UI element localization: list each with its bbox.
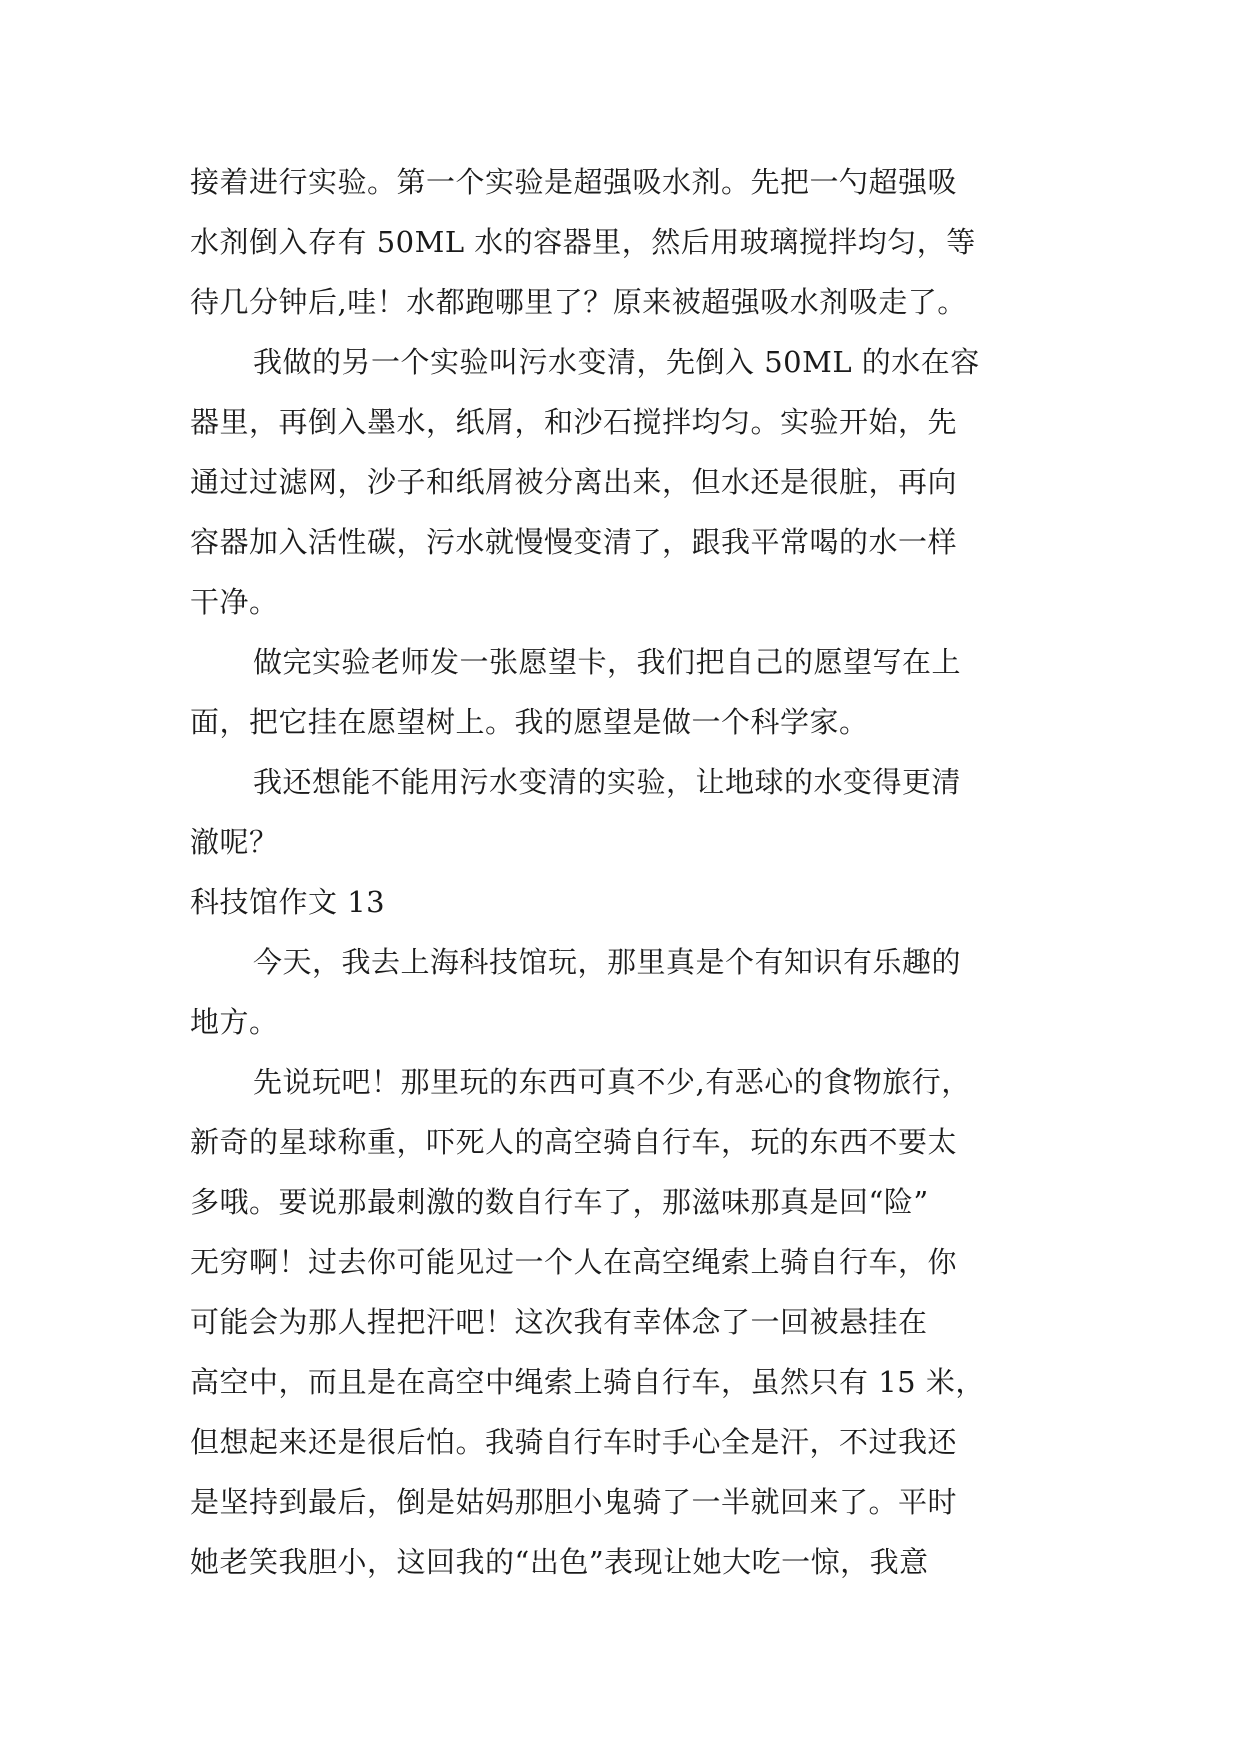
paragraph-first-line: 做完实验老师发一张愿望卡，我们把自己的愿望写在上	[253, 645, 962, 679]
text-line: 待几分钟后,哇！水都跑哪里了？原来被超强吸水剂吸走了。	[190, 285, 967, 319]
text-line: 无穷啊！过去你可能见过一个人在高空绳索上骑自行车，你	[190, 1245, 958, 1279]
section-heading: 科技馆作文 13	[190, 885, 386, 919]
text-line: 面，把它挂在愿望树上。我的愿望是做一个科学家。	[190, 705, 869, 739]
text-line: 多哦。要说那最刺激的数自行车了，那滋味那真是回“险”	[190, 1185, 929, 1219]
paragraph-first-line: 先说玩吧！那里玩的东西可真不少,有恶心的食物旅行，	[253, 1065, 971, 1099]
text-line: 可能会为那人捏把汗吧！这次我有幸体念了一回被悬挂在	[190, 1305, 928, 1339]
text-line: 高空中，而且是在高空中绳索上骑自行车，虽然只有 15 米，	[190, 1365, 985, 1399]
text-line: 容器加入活性碳，污水就慢慢变清了，跟我平常喝的水一样	[190, 525, 958, 559]
text-line: 澈呢？	[190, 825, 279, 859]
text-line: 接着进行实验。第一个实验是超强吸水剂。先把一勺超强吸	[190, 165, 958, 199]
text-line: 地方。	[190, 1005, 279, 1039]
text-line: 通过过滤网，沙子和纸屑被分离出来，但水还是很脏，再向	[190, 465, 958, 499]
text-line: 但想起来还是很后怕。我骑自行车时手心全是汗，不过我还	[190, 1425, 958, 1459]
text-line: 干净。	[190, 585, 279, 619]
paragraph-first-line: 今天，我去上海科技馆玩，那里真是个有知识有乐趣的	[253, 945, 962, 979]
text-line: 她老笑我胆小，这回我的“出色”表现让她大吃一惊，我意	[190, 1545, 929, 1579]
text-line: 水剂倒入存有 50ML 水的容器里，然后用玻璃搅拌均匀，等	[190, 225, 976, 259]
paragraph-first-line: 我还想能不能用污水变清的实验，让地球的水变得更清	[253, 765, 962, 799]
paragraph-first-line: 我做的另一个实验叫污水变清，先倒入 50ML 的水在容	[253, 345, 980, 379]
text-line: 器里，再倒入墨水，纸屑，和沙石搅拌均匀。实验开始，先	[190, 405, 958, 439]
text-line: 是坚持到最后，倒是姑妈那胆小鬼骑了一半就回来了。平时	[190, 1485, 958, 1519]
text-line: 新奇的星球称重，吓死人的高空骑自行车，玩的东西不要太	[190, 1125, 958, 1159]
